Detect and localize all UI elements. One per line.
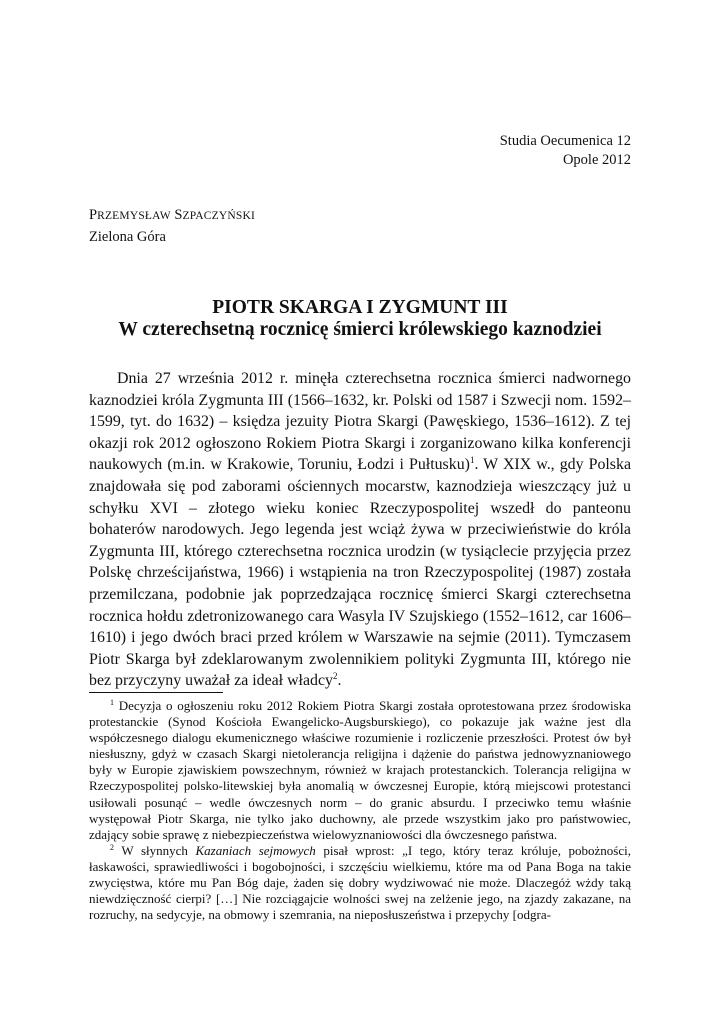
- author-first-rest: RZEMYSŁAW: [97, 210, 171, 222]
- body-text-part1: Dnia 27 września 2012 r. minęła czterechsetna rocznica śmierci nadwornego kaznodziei króla Zygmunta III (1566–1632, kr. Polski od 1587 i Szwecji nom. 1592–1599, tyt. do 1632) – księdza jezuity Piotra Skargi (Pawęskiego, 1536–1612). Z tej okazji rok 2012 ogłoszono Rokiem Piotra Skargi i zorganizowano kilka konferencji naukowych (m.in. w Krakowie, Toruniu, Łodzi i Pułtusku): [89, 370, 631, 474]
- footnotes: [89, 698, 631, 923]
- body-paragraph: [89, 368, 631, 692]
- footnote-number-1: 1: [110, 698, 114, 707]
- footnote-2: [89, 843, 631, 923]
- footnote-1-text: Decyzja o ogłoszeniu roku 2012 Rokiem Piotra Skargi została oprotestowana przez środowiska protestanckie (Synod Kościoła Ewangelicko-Augsburskiego), co pokazuje jak ważne jest dla współczesnego dialogu ekumenicznego właściwe rozumienie i rozliczenie przeszłości. Protest ów był niesłuszny, gdyż w czasach Skargi nietolerancja religijna i dążenie do państwa jednowyznaniowego były w Europie zjawiskiem powszechnym, również w krajach protestanckich. Tolerancja religijna w Rzeczypospolitej polsko-litewskiej była anomalią w ówczesnej Europie, którą miejscowi protestanci usiłowali posunąć – wedle ówczesnych norm – do granic absurdu. I przeciwko temu właśnie występował Piotr Skarga, nie tylko jako duchowny, ale przede wszystkim jako pro państwowiec, zdający sobie sprawę z niebezpieczeństwa wielowyznaniowości dla ówczesnego państwa.: [89, 698, 631, 842]
- footnote-number-2: 2: [110, 842, 114, 852]
- article-heading: [89, 297, 631, 341]
- article-title: PIOTR SKARGA I ZYGMUNT III: [212, 297, 508, 318]
- author-first-initial: P: [89, 207, 98, 223]
- article-subtitle: W czterechsetną rocznicę śmierci królewskiego kaznodziei: [118, 319, 602, 340]
- footnote-separator: [89, 692, 223, 693]
- author-last-rest: ZPACZYŃSKI: [182, 210, 256, 222]
- author-block: [89, 205, 255, 248]
- footnote-2-text-b: pisał wprost: „I tego, który teraz króluje, pobożności, łaskawości, sprawiedliwości i bogobojności, i szczęściu wielkiemu, które ma od Pana Boga na takie zwycięstwa, które mu Pan Bóg daje, żaden się dobry wydziwować nie może. Dlaczegóż wżdy taką niewdzięczność cierpi? […] Nie rozciągajcie wolności swej na zelżenie jego, na zjazdy zakazane, na rozruchy, na sedycyje, na obmowy i szemrania, na nieposłuszeństwa i przepychy [odgra-: [89, 842, 631, 923]
- journal-name: Studia Oecumenica 12: [499, 133, 631, 149]
- body-text-part2: . W XIX w., gdy Polska znajdowała się pod zaborami ościennych mocarstw, kaznodzieja wieszczący już u schyłku XVI – złotego wieku koniec Rzeczypospolitej wszedł do panteonu bohaterów narodowych. Jego legenda jest wciąż żywa w przeciwieństwie do króla Zygmunta III, którego czterechsetna rocznica urodzin (w tysiąclecie przyjęcia przez Polskę chrześcijaństwa, 1966) i wstąpienia na tron Rzeczypospolitej (1987) została przemilczana, podobnie jak poprzedzająca rocznicę śmierci Skargi czterechsetna rocznica hołdu zdetronizowanego cara Wasyla IV Szujskiego (1552–1612, car 1606–1610) i jego dwóch braci przed królem w Warszawie na sejmie (2011). Tymczasem Piotr Skarga był zdeklarowanym zwolennikiem polityki Zygmunta III, którego nie bez przyczyny uważał za ideał władcy: [89, 456, 631, 690]
- journal-place-year: Opole 2012: [562, 152, 631, 168]
- footnote-ref-1[interactable]: 1: [469, 455, 475, 466]
- footnote-2-text-a: W słynnych: [121, 842, 196, 858]
- footnote-1: [89, 698, 631, 843]
- journal-info: [500, 132, 631, 170]
- author-last-initial: S: [174, 207, 183, 223]
- body-text-part3: .: [337, 672, 342, 690]
- footnote-2-work-title: Kazaniach sejmowych: [195, 842, 316, 858]
- author-name: [89, 205, 255, 227]
- footnote-ref-2[interactable]: 2: [332, 671, 338, 682]
- author-affiliation: Zielona Góra: [89, 229, 166, 245]
